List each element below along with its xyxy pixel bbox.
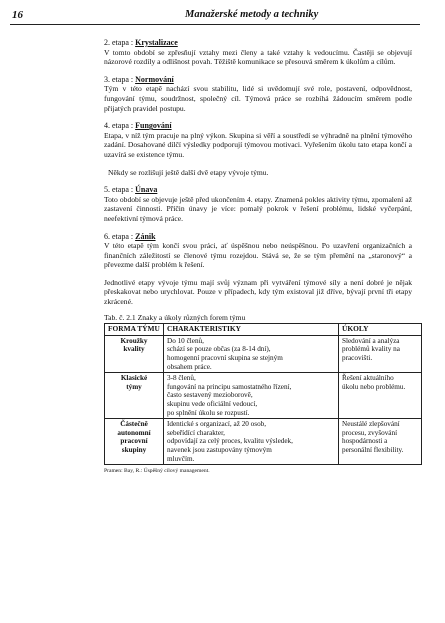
char-line: odpovídají za celý proces, kvalitu výsledek,	[167, 437, 293, 446]
table-source: Pramen: Bay, R.: Úspěšný cílový management.	[104, 468, 210, 475]
note-paragraph: Někdy se rozlišují ještě další dvě etapy vývoje týmu.	[108, 167, 269, 177]
section-name: Normování	[135, 74, 174, 84]
section-heading	[104, 75, 412, 85]
char-line: mluvčím.	[167, 454, 195, 463]
section-number: 3. etapa :	[104, 74, 136, 84]
char-line: často sestavený mezioborově,	[167, 391, 253, 400]
forma-line: skupiny	[121, 445, 147, 454]
section-number: 4. etapa :	[104, 121, 136, 131]
section-text: Tým v této etapě nachází svou stabilitu, lidé si uvědomují své role, postavení, odpovědnost, fungování týmu, soudržnost, společný cíl. Týmová práce se rozbíhá žádoucím směrem podle přijatých pravidel postupu.	[104, 84, 412, 113]
cell-charakteristiky	[164, 419, 339, 465]
section-number: 5. etapa :	[104, 185, 136, 195]
char-line: Do 10 členů,	[167, 336, 204, 345]
ukoly-line: pracovišti.	[342, 354, 373, 363]
section-name: Fungování	[135, 121, 172, 131]
ukoly-line: Řešení aktuálního	[342, 374, 394, 383]
forma-line: Klasické	[120, 374, 148, 383]
running-title: Manažerské metody a techniky	[185, 9, 319, 20]
table-row	[105, 373, 422, 419]
cell-forma	[105, 373, 164, 419]
section-number: 2. etapa :	[104, 38, 136, 47]
header-charakteristiky: CHARAKTERISTIKY	[164, 324, 339, 336]
char-line: Identické s organizací, až 20 osob,	[167, 420, 267, 429]
table-header-row	[105, 324, 422, 336]
char-line: 3-8 členů,	[167, 374, 196, 383]
cell-ukoly	[339, 419, 422, 465]
char-line: obsahem práce.	[167, 362, 212, 371]
section-unava	[104, 185, 412, 223]
section-krystalizace	[104, 38, 412, 67]
char-line: po splnění úkolu se rozpustí.	[167, 408, 250, 417]
char-line: schází se pouze občas (za 8-14 dní),	[167, 345, 271, 354]
section-heading	[104, 232, 412, 242]
cell-ukoly	[339, 335, 422, 372]
section-fungovani	[104, 121, 412, 159]
forma-line: týmy	[126, 382, 142, 391]
section-name: Krystalizace	[135, 38, 178, 47]
section-zanik	[104, 232, 412, 270]
cell-forma	[105, 419, 164, 465]
section-text: Etapa, v níž tým pracuje na plný výkon. Skupina si věří a soustředí se výhradně na plnění týmového zadání. Dosahované dílčí výsledky podporují týmovou motivaci. Vyřešením úkolu tato etapa končí a uzavírá se existence týmu.	[104, 130, 412, 159]
section-text: V této etapě tým končí svou práci, ať úspěšnou nebo neúspěšnou. Po uzavření organizačních a finančních záležitostí se členové týmu rozejdou. Stává se, že se tým přemění na „staronový“ a převezme další problém k řešení.	[104, 241, 412, 270]
ukoly-line: Neustálé zlepšování	[342, 420, 400, 429]
section-heading	[104, 121, 412, 131]
section-name: Únava	[135, 185, 158, 195]
forma-line: pracovní	[120, 437, 148, 446]
table-caption: Tab. č. 2.1 Znaky a úkoly různých forem týmu	[104, 312, 246, 322]
section-text: Toto období se objevuje ještě před ukončením 4. etapy. Znamená pokles aktivity týmu, zpomalení až zastavení činnosti. Příčin únavy je více: pomalý pokrok v řešení problému, lidské vyčerpání, neefektivní týmová práce.	[104, 194, 412, 223]
ukoly-line: úkolu nebo problému.	[342, 382, 406, 391]
ukoly-line: procesu, zvyšování	[342, 428, 398, 437]
page-body	[104, 38, 412, 477]
ukoly-line: personální flexibility.	[342, 445, 404, 454]
ukoly-line: Sledování a analýza	[342, 336, 400, 345]
page-header	[10, 8, 420, 25]
section-heading	[104, 38, 412, 48]
char-line: fungování na principu samostatného řízení,	[167, 382, 292, 391]
char-line: sebeřídící charakter,	[167, 428, 225, 437]
forma-line: Částečně	[120, 420, 148, 429]
char-line: skupinu vede oficiální vedoucí,	[167, 400, 258, 408]
forma-line: autonomní	[117, 428, 151, 437]
cell-forma	[105, 335, 164, 372]
section-text: V tomto období se zpřesňují vztahy mezi členy a také vztahy k vedoucímu. Častěji se objevují názorové rozdíly a odlišnost povah. Těžiště komunikace se přesouvá směrem k úkolům a cílům.	[104, 47, 412, 67]
forma-line: kvality	[123, 345, 145, 354]
page-number: 16	[12, 9, 23, 21]
cell-charakteristiky	[164, 335, 339, 372]
header-ukoly: ÚKOLY	[339, 324, 422, 336]
ukoly-line: hospodárnosti a	[342, 437, 388, 446]
section-heading	[104, 185, 412, 195]
char-line: homogenní pracovní skupina se stejným	[167, 354, 283, 363]
ukoly-line: problémů kvality na	[342, 345, 400, 354]
table-row	[105, 419, 422, 465]
section-number: 6. etapa :	[104, 231, 136, 241]
header-forma: FORMA TÝMU	[105, 324, 164, 336]
team-forms-table	[104, 323, 422, 465]
forma-line: Kroužky	[120, 336, 148, 345]
cell-charakteristiky	[164, 373, 339, 419]
section-normovani	[104, 75, 412, 113]
cell-ukoly	[339, 373, 422, 419]
closing-paragraph: Jednotlivé etapy vývoje týmu mají svůj význam při vytváření týmové síly a není dobré je nějak přeskakovat nebo urychlovat. Pouze v případech, kdy tým existoval již dříve, bývají první tři etapy zkrácené.	[104, 277, 412, 307]
table-row	[105, 335, 422, 372]
char-line: navenek jsou zastupovány týmovým	[167, 445, 272, 454]
section-name: Zánik	[135, 231, 156, 241]
